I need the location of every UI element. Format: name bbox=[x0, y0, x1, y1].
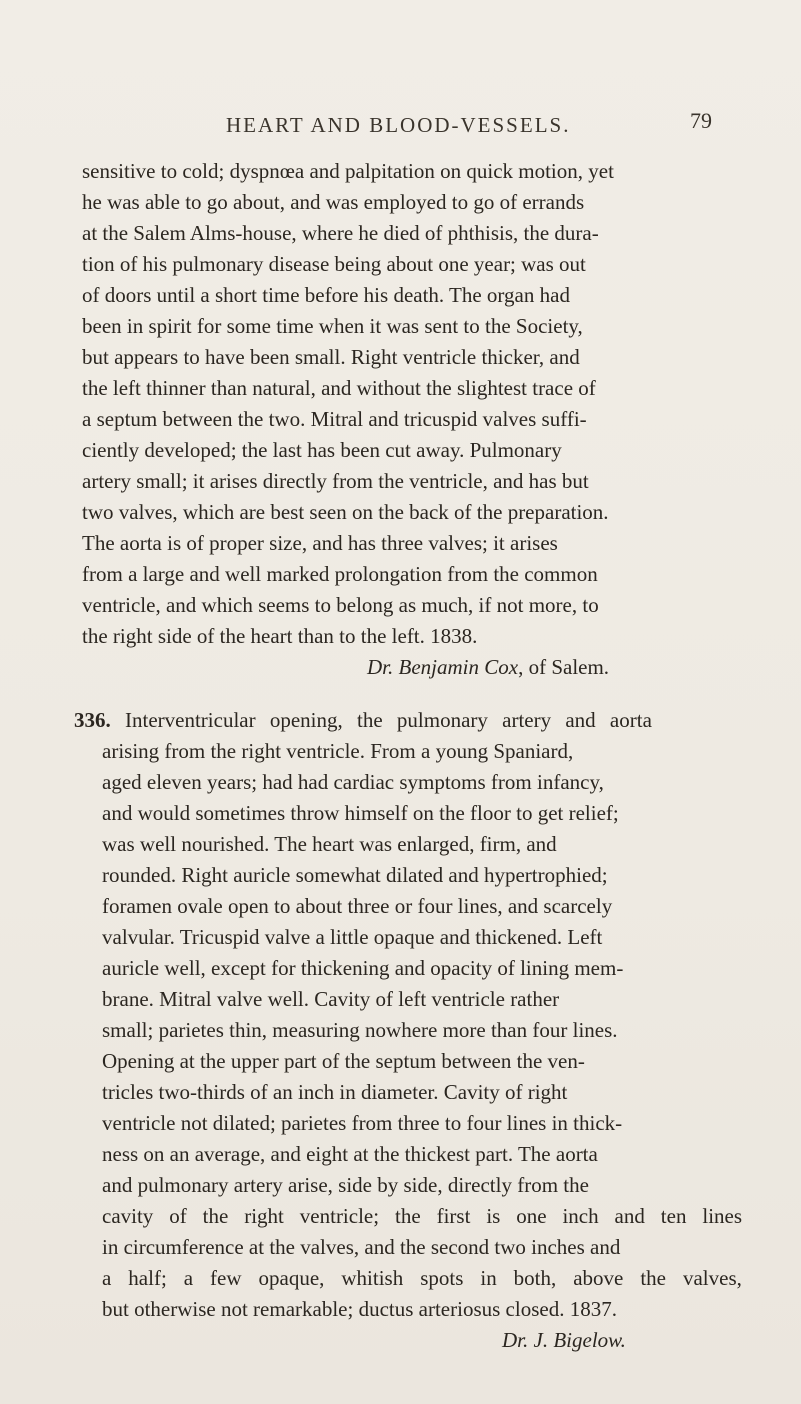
text-line: small; parietes thin, measuring nowhere more than four lines. bbox=[102, 1018, 618, 1042]
signature-cox bbox=[367, 652, 609, 682]
text-line: been in spirit for some time when it was sent to the Society, bbox=[82, 314, 583, 338]
text-line: tricles two-thirds of an inch in diameter. Cavity of right bbox=[102, 1080, 568, 1104]
text-line: valvular. Tricuspid valve a little opaque and thickened. Left bbox=[102, 925, 603, 949]
signature-place: , of Salem. bbox=[518, 655, 610, 679]
text-line: sensitive to cold; dyspnœa and palpitation on quick motion, yet bbox=[82, 159, 614, 183]
text-line: Opening at the upper part of the septum between the ven- bbox=[102, 1049, 585, 1073]
text-line: of doors until a short time before his death. The organ had bbox=[82, 283, 570, 307]
text-line: ventricle not dilated; parietes from three to four lines in thick- bbox=[102, 1111, 623, 1135]
text-line: artery small; it arises directly from the ventricle, and has but bbox=[82, 469, 589, 493]
case-number: 336. bbox=[74, 708, 111, 732]
text-line: Interventricular opening, the pulmonary artery and aorta bbox=[110, 708, 652, 732]
text-line: and would sometimes throw himself on the floor to get relief; bbox=[102, 801, 619, 825]
text-line: rounded. Right auricle somewhat dilated and hypertrophied; bbox=[102, 863, 608, 887]
text-line: the right side of the heart than to the left. 1838. bbox=[82, 624, 478, 648]
text-line: auricle well, except for thickening and opacity of lining mem- bbox=[102, 956, 624, 980]
text-line: but otherwise not remarkable; ductus arteriosus closed. 1837. bbox=[102, 1297, 617, 1321]
text-line: he was able to go about, and was employed to go of errands bbox=[82, 190, 585, 214]
text-line: a septum between the two. Mitral and tricuspid valves suffi- bbox=[82, 407, 587, 431]
signature-bigelow: Dr. J. Bigelow. bbox=[502, 1328, 626, 1352]
text-line: and pulmonary artery arise, side by side, directly from the bbox=[102, 1173, 589, 1197]
running-title: HEART AND BLOOD-VESSELS. bbox=[226, 113, 571, 137]
text-line: a half; a few opaque, whitish spots in both, above the valves, bbox=[102, 1266, 742, 1290]
text-line: two valves, which are best seen on the back of the preparation. bbox=[82, 500, 609, 524]
text-line: was well nourished. The heart was enlarged, firm, and bbox=[102, 832, 557, 856]
text-line: aged eleven years; had had cardiac symptoms from infancy, bbox=[102, 770, 604, 794]
text-line: tion of his pulmonary disease being about one year; was out bbox=[82, 252, 586, 276]
text-line: brane. Mitral valve well. Cavity of left ventricle rather bbox=[102, 987, 560, 1011]
text-line: ciently developed; the last has been cut away. Pulmonary bbox=[82, 438, 562, 462]
text-line: but appears to have been small. Right ventricle thicker, and bbox=[82, 345, 580, 369]
text-line: arising from the right ventricle. From a young Spaniard, bbox=[102, 739, 574, 763]
text-line: at the Salem Alms-house, where he died of phthisis, the dura- bbox=[82, 221, 599, 245]
text-line: ness on an average, and eight at the thickest part. The aorta bbox=[102, 1142, 598, 1166]
text-line: ventricle, and which seems to belong as much, if not more, to bbox=[82, 593, 599, 617]
text-line: The aorta is of proper size, and has three valves; it arises bbox=[82, 531, 558, 555]
case-336-first-line bbox=[74, 705, 652, 735]
text-line: cavity of the right ventricle; the first is one inch and ten lines bbox=[102, 1204, 743, 1228]
text-line: from a large and well marked prolongation from the common bbox=[82, 562, 598, 586]
text-line: the left thinner than natural, and without the slightest trace of bbox=[82, 376, 596, 400]
text-line: in circumference at the valves, and the second two inches and bbox=[102, 1235, 621, 1259]
page-number: 79 bbox=[690, 108, 712, 133]
signature-name: Dr. Benjamin Cox bbox=[367, 655, 519, 679]
text-line: foramen ovale open to about three or four lines, and scarcely bbox=[102, 894, 613, 918]
